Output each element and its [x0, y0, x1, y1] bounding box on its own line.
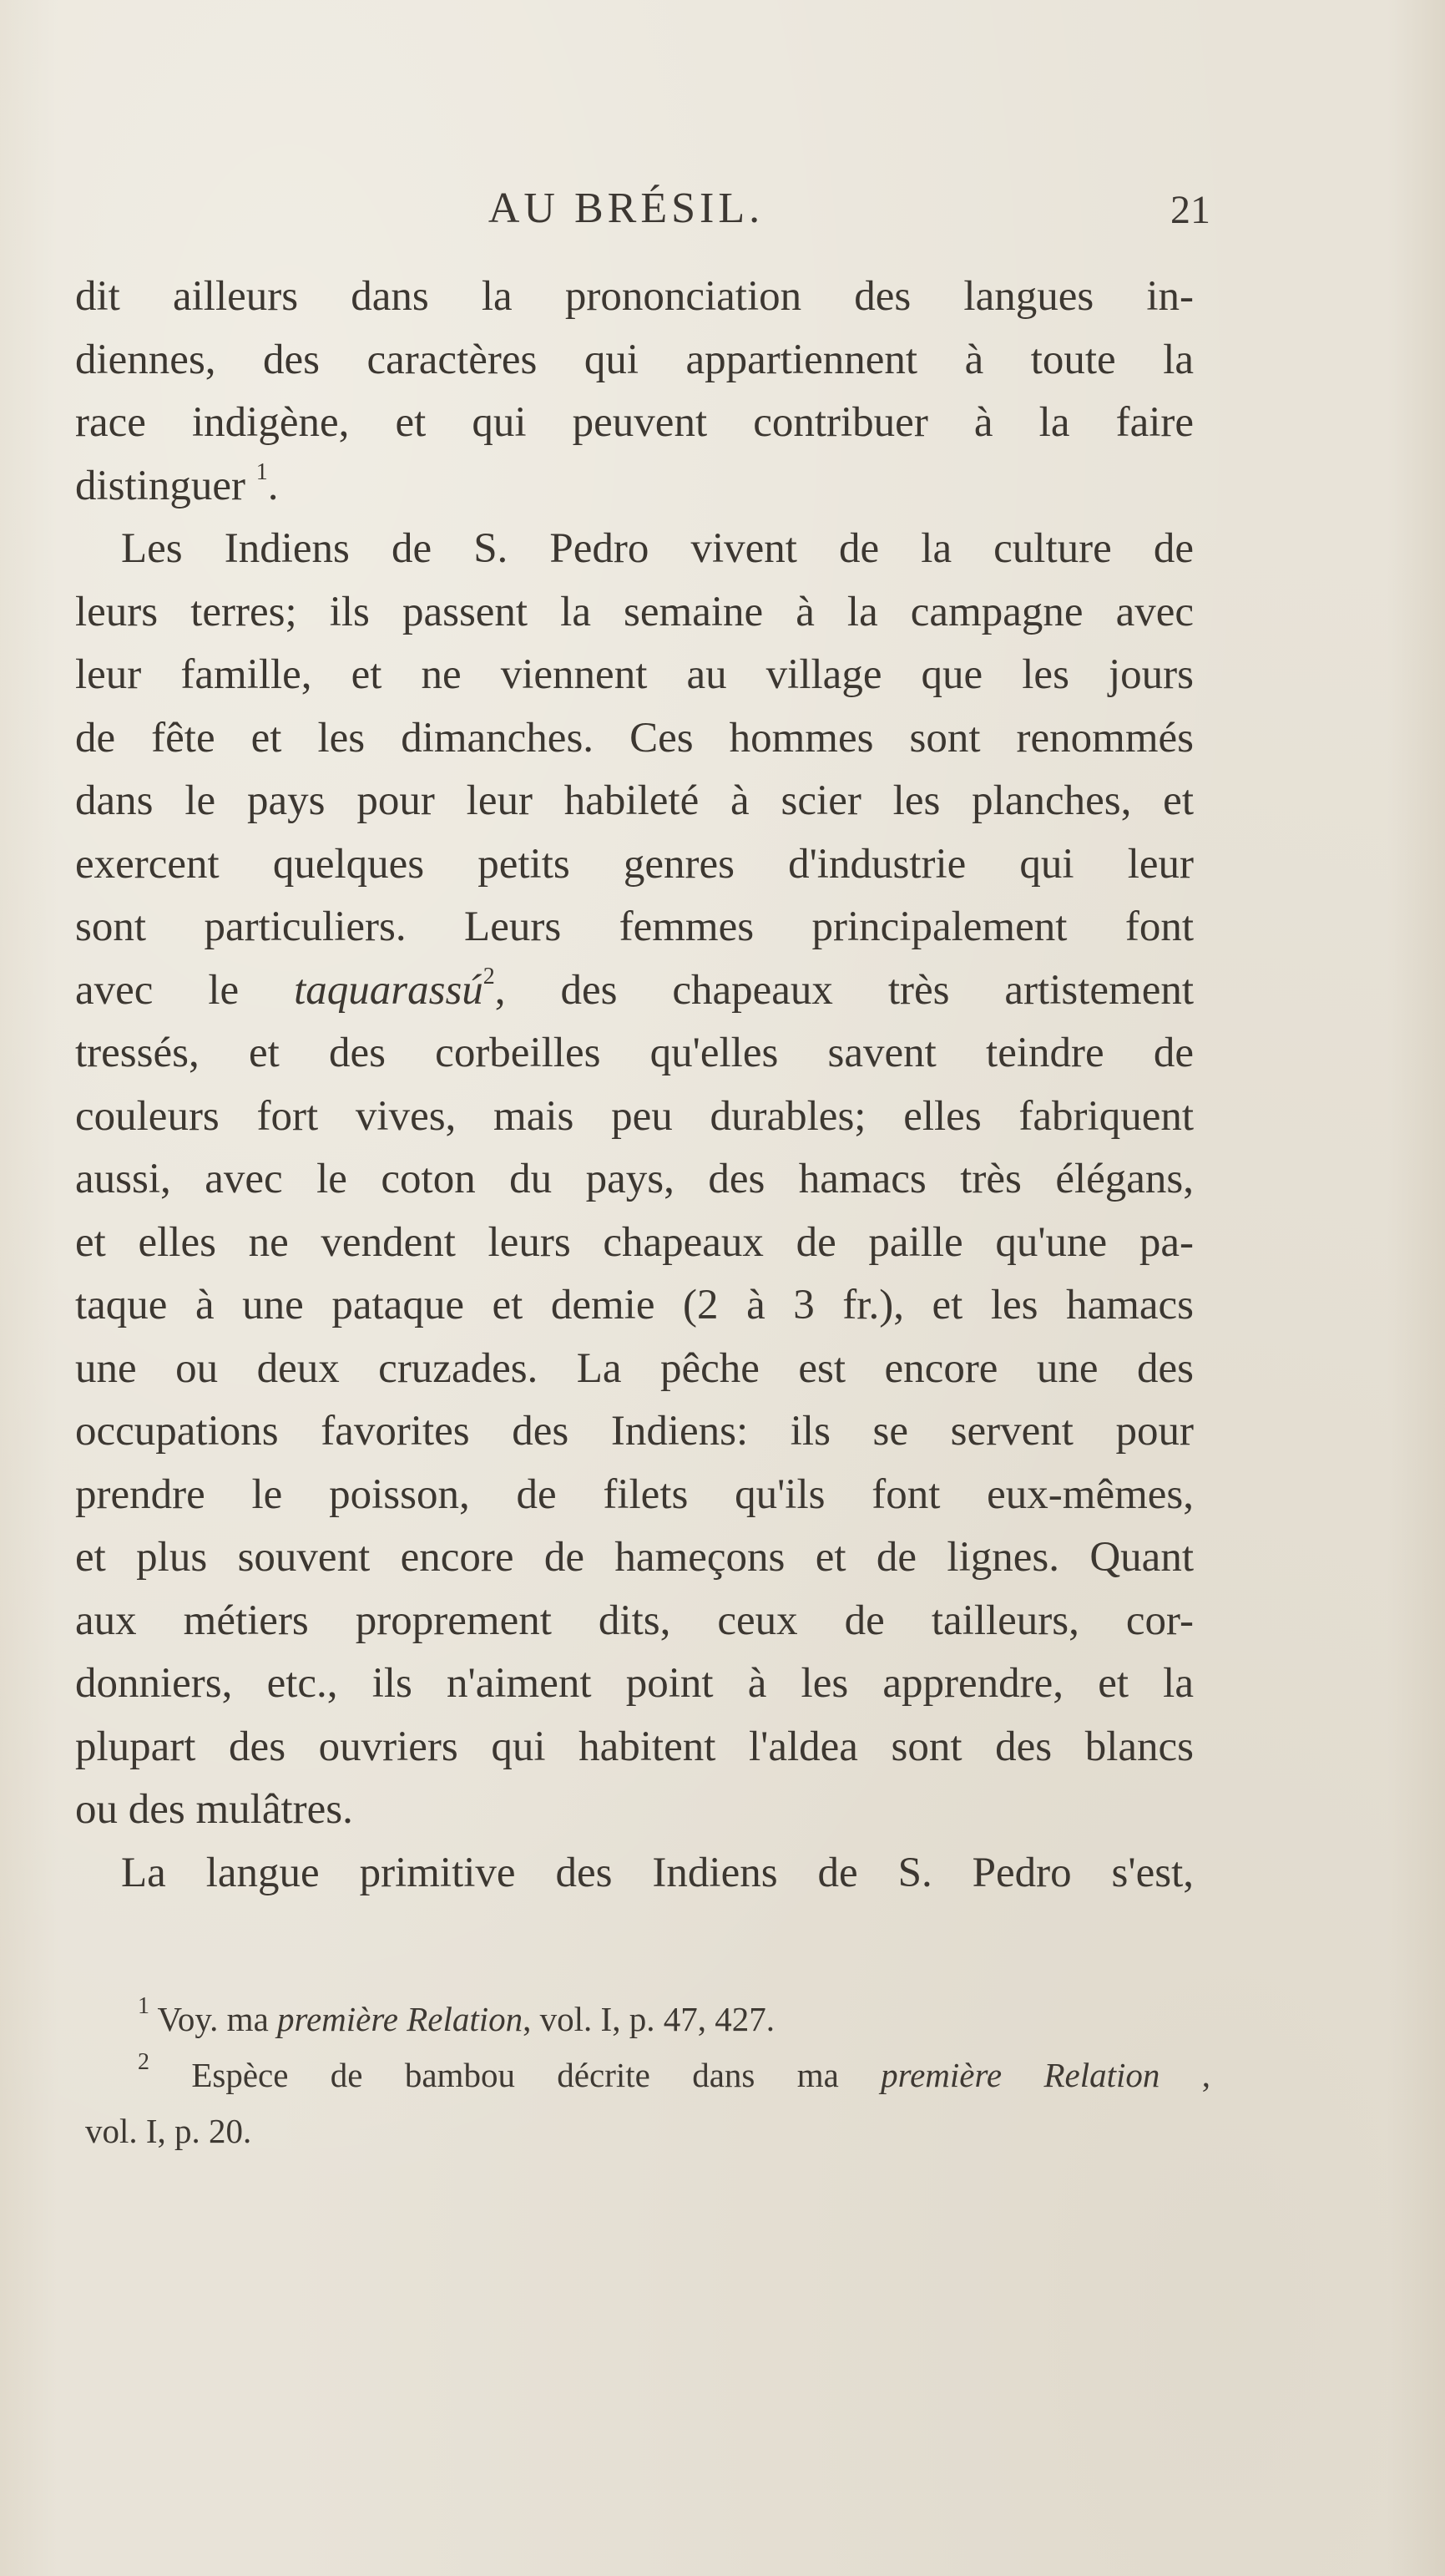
- text-line: exercent quelques petits genres d'industrie qui leur: [75, 840, 1194, 888]
- text-line: taque à une pataque et demie (2 à 3 fr.), et les hamacs: [75, 1282, 1194, 1328]
- text-fragment: ,: [1201, 2056, 1210, 2094]
- text-fragment: avec le: [75, 966, 240, 1014]
- text-fragment: Espèce de bambou décrite dans ma: [191, 2056, 839, 2094]
- text-line: tressés, et des corbeilles qu'elles savent teindre de: [75, 1030, 1194, 1076]
- page-number: 21: [1170, 188, 1210, 232]
- text-line: leurs terres; ils passent la semaine à la campagne avec: [75, 588, 1194, 635]
- footnote-2-continuation: vol. I, p. 20.: [85, 2112, 252, 2150]
- text-line: Les Indiens de S. Pedro vivent de la culture de: [121, 525, 1194, 572]
- text-line: une ou deux cruzades. La pêche est encore une des: [75, 1344, 1194, 1392]
- italic-title: première Relation: [881, 2056, 1160, 2094]
- text-line: aussi, avec le coton du pays, des hamacs très élégans,: [75, 1156, 1194, 1202]
- text-line: de fête et les dimanches. Ces hommes sont renommés: [75, 714, 1194, 762]
- running-title: AU BRÉSIL.: [488, 185, 765, 232]
- footnote-ref: 2: [483, 963, 495, 989]
- text-line: occupations favorites des Indiens: ils se servent pour: [75, 1408, 1194, 1455]
- text-line: donniers, etc., ils n'aiment point à les apprendre, et la: [75, 1660, 1194, 1707]
- text-line-with-note: [75, 455, 1194, 519]
- text-fragment: Voy. ma: [157, 2000, 269, 2038]
- running-head: [75, 184, 1210, 251]
- italic-title: première Relation: [277, 2000, 523, 2038]
- text-line: aux métiers proprement dits, ceux de tailleurs, cor-: [75, 1597, 1194, 1644]
- footnote-marker: 2: [138, 2049, 149, 2076]
- italic-term: taquarassú: [294, 966, 483, 1014]
- footnote-ref: 1: [255, 458, 268, 485]
- text-line: sont particuliers. Leurs femmes principalement font: [75, 903, 1194, 950]
- text-line-with-note: [75, 959, 1194, 1023]
- text-line: dit ailleurs dans la prononciation des langues in-: [75, 273, 1194, 320]
- text-line: plupart des ouvriers qui habitent l'aldea sont des blancs: [75, 1723, 1194, 1770]
- text-fragment: .: [267, 462, 279, 509]
- text-line: et elles ne vendent leurs chapeaux de paille qu'une pa-: [75, 1218, 1194, 1266]
- text-fragment: distinguer: [75, 462, 245, 509]
- text-line: La langue primitive des Indiens de S. Pedro s'est,: [121, 1849, 1194, 1896]
- text-line: dans le pays pour leur habileté à scier les planches, et: [75, 777, 1194, 824]
- text-fragment: , vol. I, p. 47, 427.: [523, 2000, 775, 2038]
- footnotes: [85, 1991, 1210, 2159]
- footnote-marker: 1: [138, 1993, 149, 2020]
- text-line: ou des mulâtres.: [75, 1786, 353, 1833]
- text-line: et plus souvent encore de hameçons et de lignes. Quant: [75, 1534, 1194, 1581]
- text-line: prendre le poisson, de filets qu'ils font eux-mêmes,: [75, 1470, 1194, 1518]
- text-fragment: , des chapeaux très artistement: [494, 966, 1194, 1014]
- text-line: leur famille, et ne viennent au village que les jours: [75, 651, 1194, 698]
- footnote-1: [92, 1991, 1210, 2047]
- body-text: [75, 266, 1194, 1905]
- text-line: diennes, des caractères qui appartiennent à toute la: [75, 336, 1194, 383]
- text-line: race indigène, et qui peuvent contribuer à la faire: [75, 399, 1194, 446]
- footnote-2: [92, 2047, 1210, 2103]
- text-line: couleurs fort vives, mais peu durables; elles fabriquent: [75, 1092, 1194, 1140]
